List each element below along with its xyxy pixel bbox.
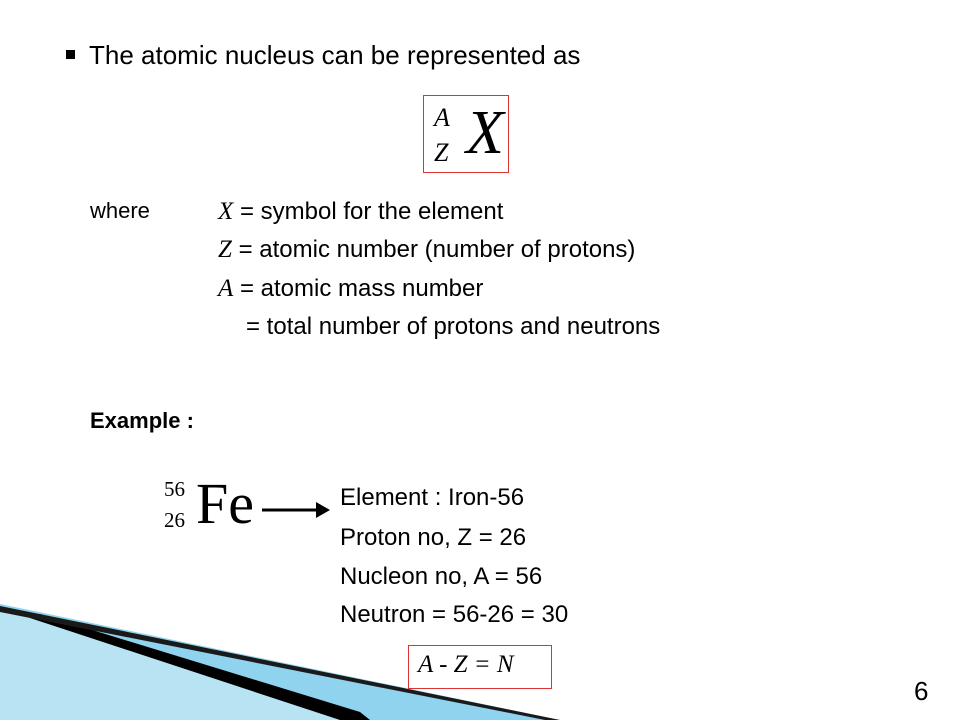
example-line-neutron: Neutron = 56-26 = 30	[340, 601, 569, 628]
intro-text: The atomic nucleus can be represented as	[89, 40, 581, 70]
definition-continuation: = total number of protons and neutrons	[246, 313, 661, 340]
page-number: 6	[914, 676, 929, 706]
definition-atomic-text: = atomic number (number of protons)	[231, 236, 636, 263]
definition-symbol-letter: X	[218, 198, 234, 225]
bullet-icon	[66, 50, 75, 59]
notation-mass-letter: A	[434, 103, 450, 132]
intro-line	[66, 40, 580, 71]
notation-atomic-letter: Z	[434, 138, 449, 167]
definition-mass-text: = atomic mass number	[233, 275, 484, 302]
example-line-nucleon: Nucleon no, A = 56	[340, 563, 543, 590]
right-arrow-icon	[260, 498, 332, 522]
where-label: where	[90, 198, 150, 223]
definition-mass-letter: A	[218, 275, 234, 302]
example-line-proton: Proton no, Z = 26	[340, 524, 527, 551]
definition-symbol-text: = symbol for the element	[233, 198, 504, 225]
notation-symbol-letter: X	[466, 99, 504, 167]
example-mass-number: 56	[164, 477, 185, 501]
example-label: Example :	[90, 408, 194, 433]
definition-atomic-letter: Z	[218, 236, 232, 263]
example-element-symbol: Fe	[196, 471, 254, 536]
definition-atomic-number	[218, 236, 635, 264]
example-atomic-number: 26	[164, 508, 185, 532]
example-line-element: Element : Iron-56	[340, 484, 525, 511]
definition-symbol	[218, 198, 503, 226]
definition-mass-number	[218, 275, 483, 303]
equation-text: A - Z = N	[418, 651, 514, 678]
